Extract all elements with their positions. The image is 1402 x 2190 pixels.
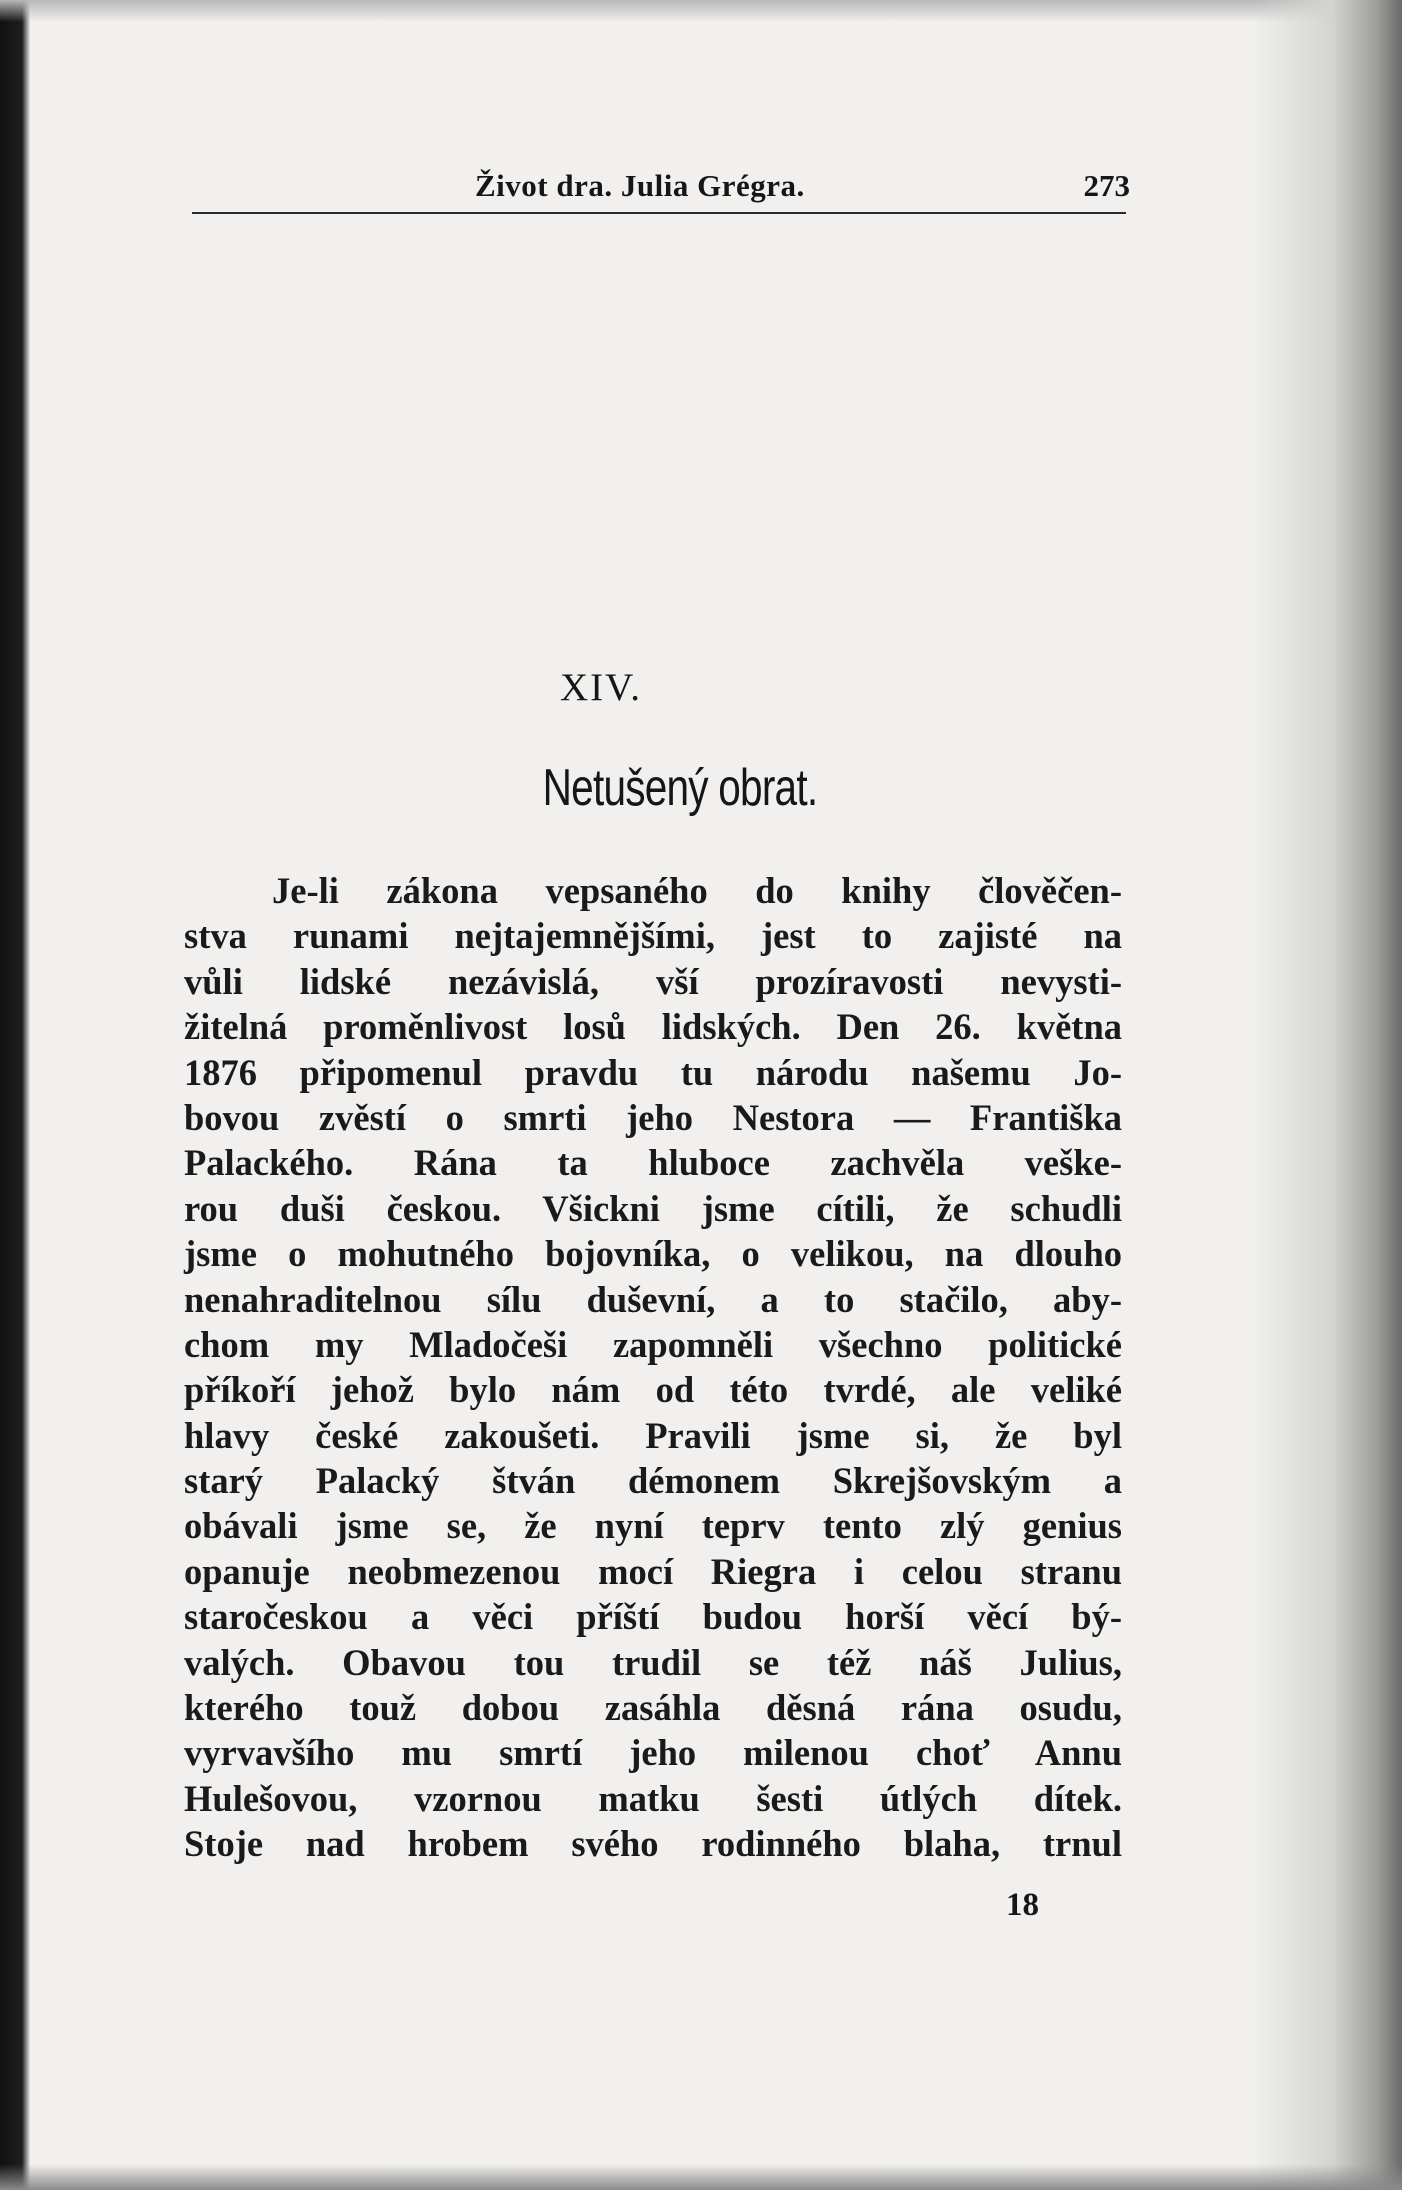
text-line: Stoje nad hrobem svého rodinného blaha, trnul (184, 1823, 1122, 1865)
text-line: vůli lidské nezávislá, vší prozíravosti nevysti- (184, 960, 1122, 1002)
text-line: 1876 připomenul pravdu tu národu našemu Jo- (184, 1051, 1122, 1093)
text-line: Hulešovou, vzornou matku šesti útlých dítek. (184, 1777, 1122, 1819)
chapter-title: Netušený obrat. (542, 759, 818, 817)
scan-right-shade (1252, 0, 1402, 2190)
text-line: starý Palacký štván démonem Skrejšovským a (184, 1460, 1122, 1502)
running-header (185, 168, 1130, 212)
text-line: žitelná proměnlivost losů lidských. Den 26. května (184, 1006, 1122, 1048)
text-line: vyrvavšího mu smrtí jeho milenou choť Annu (184, 1732, 1122, 1774)
scan-bottom-shade (0, 2164, 1402, 2190)
text-line: kterého touž dobou zasáhla děsná rána osudu, (184, 1687, 1122, 1729)
body-paragraph (184, 868, 1122, 1867)
scan-left-border (0, 0, 30, 2190)
text-line: jsme o mohutného bojovníka, o velikou, na dlouho (184, 1233, 1122, 1275)
text-line: nenahraditelnou sílu duševní, a to stačilo, aby- (184, 1278, 1122, 1320)
text-line: hlavy české zakoušeti. Pravili jsme si, že byl (184, 1414, 1122, 1456)
text-line: staročeskou a věci příští budou horší věcí bý- (184, 1596, 1122, 1638)
text-line: rou duši českou. Všickni jsme cítili, že schudli (184, 1187, 1122, 1229)
signature-mark: 18 (1006, 1887, 1039, 1923)
scan-top-shade (0, 0, 1402, 22)
text-line: opanuje neobmezenou mocí Riegra i celou stranu (184, 1550, 1122, 1592)
text-line: příkoří jehož bylo nám od této tvrdé, ale veliké (184, 1369, 1122, 1411)
text-line: valých. Obavou tou trudil se též náš Julius, (184, 1641, 1122, 1683)
page-number: 273 (1083, 168, 1130, 203)
text-line: Palackého. Rána ta hluboce zachvěla veške- (184, 1142, 1122, 1184)
text-line: obávali jsme se, že nyní teprv tento zlý genius (184, 1505, 1122, 1547)
text-line: chom my Mladočeši zapomněli všechno politické (184, 1323, 1122, 1365)
text-line: bovou zvěstí o smrti jeho Nestora — Františka (184, 1096, 1122, 1138)
running-title: Život dra. Julia Grégra. (475, 168, 805, 203)
text-line: stva runami nejtajemnějšími, jest to zajisté na (184, 915, 1122, 957)
text-line: Je-li zákona vepsaného do knihy člověčen- (272, 870, 1122, 911)
chapter-number: XIV. (560, 666, 643, 709)
header-rule (192, 212, 1126, 214)
